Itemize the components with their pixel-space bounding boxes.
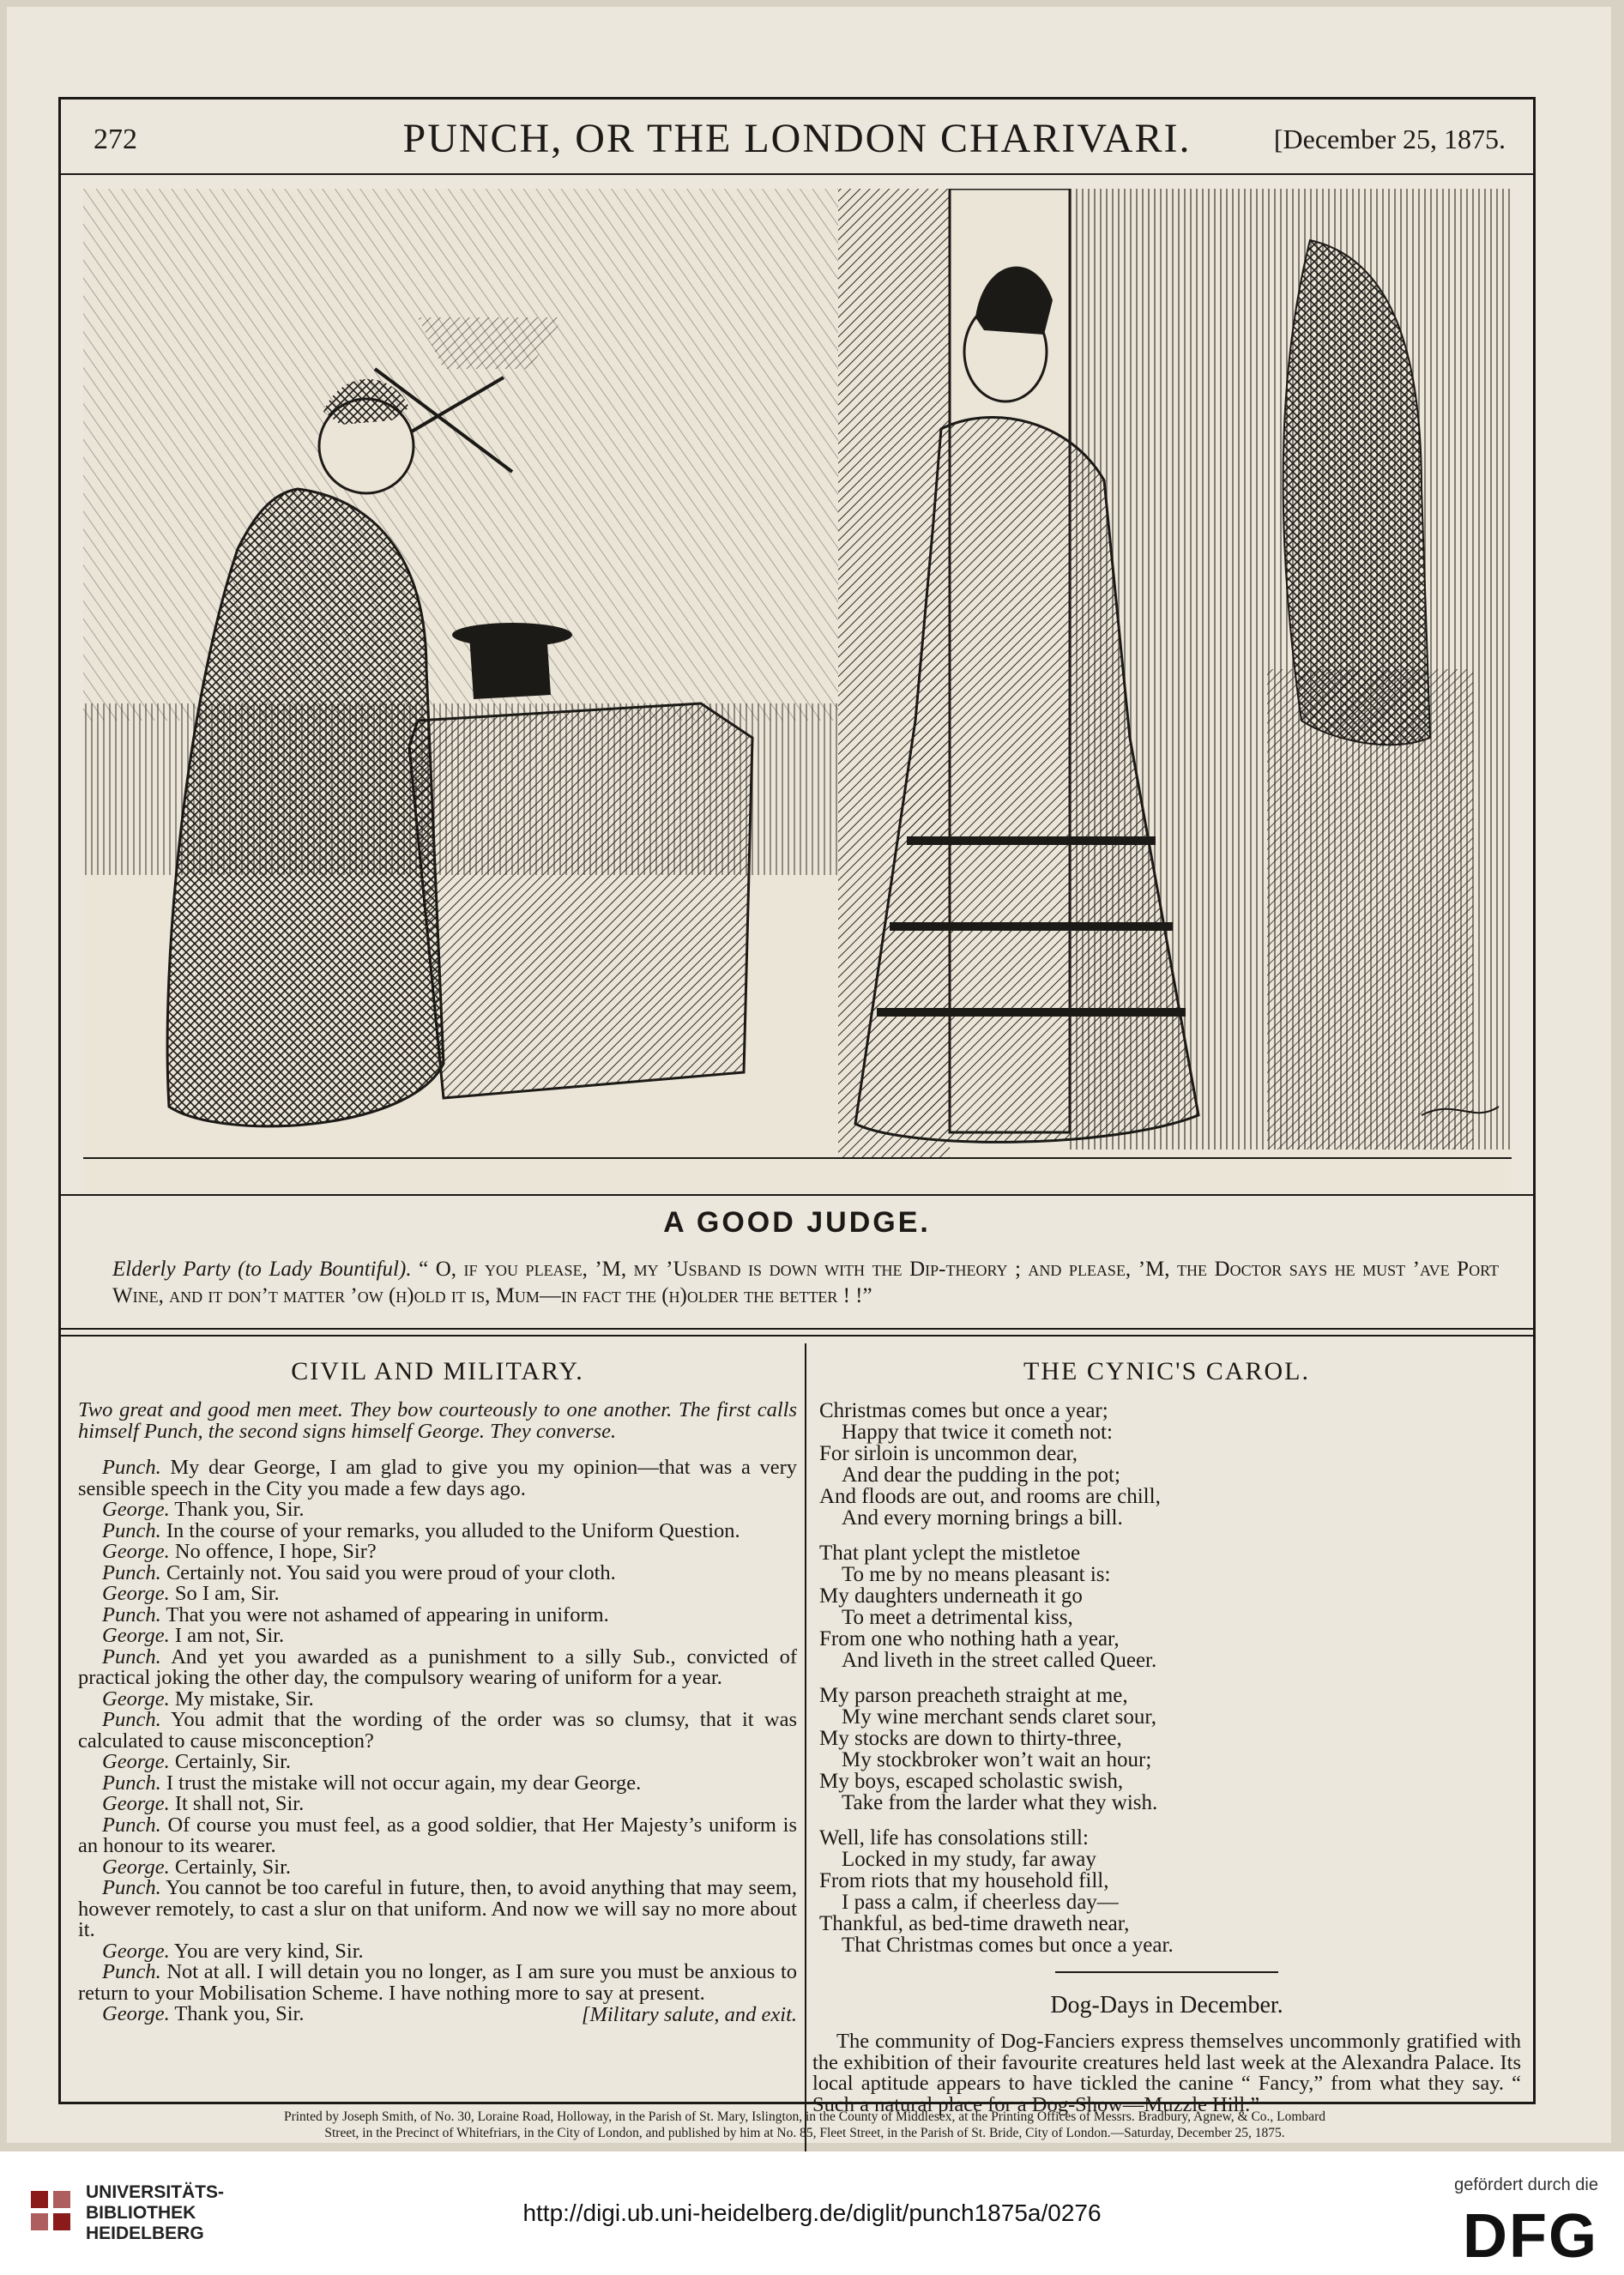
carol-stanza — [819, 1400, 1521, 1529]
dialogue-speaker: Punch. — [102, 1456, 161, 1479]
dialogue-line — [78, 1794, 797, 1815]
dialogue-line — [78, 1560, 797, 1584]
illustration-rule — [61, 1194, 1533, 1196]
imprint-line-2: Street, in the Precinct of Whitefriars, in the City of London, and published by him at No. 85, Fleet Street, in the Parish of St. Bride, City of London.—Saturday, December 25, 1875. — [324, 2126, 1285, 2140]
dialogue-speaker: Punch. — [102, 1771, 161, 1795]
dialogue-text: Certainly, Sir. — [174, 1855, 292, 1879]
dialogue-text: That you were not ashamed of appearing in uniform. — [166, 1602, 609, 1626]
dialogue-line — [78, 1602, 797, 1626]
dialogue-speaker: George. — [102, 1687, 170, 1711]
dialogue-line — [78, 1542, 797, 1563]
article-separator — [1055, 1971, 1278, 1973]
verse-line: And every morning brings a bill. — [842, 1506, 1123, 1530]
dialogue-speaker: George. — [102, 1750, 170, 1773]
caption-addressee: to Lady Bountiful — [245, 1258, 400, 1281]
column-divider — [805, 1343, 806, 2175]
dialogue-text: Certainly, Sir. — [174, 1750, 292, 1773]
page-header — [61, 115, 1533, 166]
verse-line: My wine merchant sends claret sour, — [842, 1705, 1156, 1729]
dialogue-speaker: George. — [102, 1540, 170, 1563]
verse-line: That Christmas comes but once a year. — [842, 1934, 1174, 1957]
dialogue-text: Certainly not. You said you were proud of your cloth. — [166, 1560, 616, 1584]
verse-line: My parson preacheth straight at me, — [819, 1684, 1128, 1707]
caption-speaker: Elderly Party — [112, 1258, 231, 1281]
dialogue-line — [78, 1518, 797, 1542]
verse-line: And dear the pudding in the pot; — [842, 1463, 1120, 1487]
stage-direction: [Military salute, and exit. — [581, 2002, 797, 2026]
verse-line: I pass a calm, if cheerless day— — [842, 1891, 1119, 1914]
dialogue-speaker: Punch. — [102, 1708, 161, 1731]
verse-line: From riots that my household fill, — [819, 1869, 1109, 1892]
civil-military-article — [78, 1357, 797, 2025]
carol-stanza — [819, 1542, 1521, 1671]
dialogue-speaker: George. — [102, 1792, 170, 1815]
issue-date: [December 25, 1875. — [1273, 124, 1506, 154]
dialogue-text: No offence, I hope, Sir? — [174, 1540, 377, 1563]
dialogue-speaker: George. — [102, 2002, 170, 2025]
dog-days-text: The community of Dog-Fanciers express themselves uncommonly gratified with the exhibition of their favourite creatures held last week at the Alexandra Palace. Its local aptitude appears to have tickled the canine “ Fancy,” from what they say. “ Such a natural place for a Dog-Show—Muzzle Hill.” — [812, 2030, 1521, 2116]
verse-line: Thankful, as bed-time draweth near, — [819, 1912, 1130, 1935]
dialogue-speaker: Punch. — [102, 1560, 161, 1584]
dialogue-line — [78, 1752, 797, 1773]
imprint-line-1: Printed by Joseph Smith, of No. 30, Loraine Road, Holloway, in the Parish of St. Mary, Islington, in the County of Middlesex, at the Printing Offices of Messrs. Bradbury, Agnew, & Co., Lombard — [283, 2109, 1326, 2124]
verse-line: Christmas comes but once a year; — [819, 1399, 1108, 1422]
dialogue-line — [78, 1644, 797, 1689]
cynic-carol-article — [812, 1357, 1521, 2115]
dialogue-speaker: Punch. — [102, 1602, 161, 1626]
verse-line: To meet a detrimental kiss, — [842, 1606, 1073, 1629]
verse-line: Well, life has consolations still: — [819, 1826, 1089, 1850]
header-rule — [61, 173, 1533, 175]
dog-days-title: Dog-Days in December. — [1050, 1992, 1283, 2019]
dialogue-line — [78, 1773, 797, 1795]
dialogue-line — [78, 1815, 797, 1857]
cartoon-illustration — [83, 189, 1512, 1192]
verse-line: My stocks are down to thirty-three, — [819, 1727, 1122, 1750]
dialogue-text: So I am, Sir. — [174, 1582, 280, 1605]
dialogue-line — [78, 1500, 797, 1521]
dialogue-text: My dear George, I am glad to give you my opinion—that was a very sensible speech in the City you made a few days ago. — [78, 1456, 797, 1500]
verse-line: That plant yclept the mistletoe — [819, 1542, 1081, 1565]
dialogue-text: You admit that the wording of the order was so clumsy, that it was calculated to cause misconception? — [78, 1708, 798, 1753]
dialogue-speaker: George. — [102, 1624, 170, 1647]
carol-verse — [812, 1400, 1521, 1956]
verse-line: Locked in my study, far away — [842, 1848, 1096, 1871]
dialogue-speaker: George. — [102, 1498, 170, 1521]
dialogue-line — [78, 1941, 797, 1963]
dialogue-line — [78, 1962, 797, 2004]
dialogue-text: My mistake, Sir. — [174, 1687, 314, 1711]
cynic-carol-title: THE CYNIC'S CAROL. — [1023, 1357, 1310, 1385]
dialogue-text: In the course of your remarks, you alluded to the Uniform Question. — [166, 1518, 740, 1542]
page-number: 272 — [94, 124, 137, 155]
page-scan — [7, 7, 1611, 2143]
dialogue-text: I trust the mistake will not occur again, my dear George. — [166, 1771, 642, 1795]
verse-line: My daughters underneath it go — [819, 1584, 1083, 1608]
verse-line: And floods are out, and rooms are chill, — [819, 1485, 1161, 1508]
dialogue-line — [78, 1857, 797, 1879]
verse-line: Take from the larder what they wish. — [842, 1791, 1158, 1814]
dialogue-speaker: Punch. — [102, 1960, 161, 1983]
caption-rule-1 — [61, 1328, 1533, 1330]
masthead: PUNCH, OR THE LONDON CHARIVARI. — [402, 116, 1192, 161]
dfg-logo[interactable]: DFG — [1463, 2202, 1598, 2271]
page-frame — [58, 97, 1536, 2116]
verse-line: My stockbroker won’t wait an hour; — [842, 1748, 1152, 1771]
dialogue-speaker: George. — [102, 1582, 170, 1605]
verse-line: My boys, escaped scholastic swish, — [819, 1770, 1124, 1793]
dialogue-text: And yet you awarded as a punishment to a silly Sub., convicted of practical joking the other day, the compulsory wearing of uniform for a year. — [78, 1644, 797, 1689]
dialogue-text: Thank you, Sir. — [174, 1498, 305, 1521]
dialogue-text: Of course you must feel, as a good soldier, that Her Majesty’s uniform is an honour to its wearer. — [78, 1813, 798, 1857]
verse-line: For sirloin is uncommon dear, — [819, 1442, 1078, 1465]
viewer-footer — [0, 2151, 1624, 2275]
carol-stanza — [819, 1827, 1521, 1956]
dialogue-text: Not at all. I will detain you no longer, as I am sure you must be anxious to return to your Mobilisation Scheme. I have nothing more to say at present. — [78, 1960, 798, 2005]
dialogue-speaker: George. — [102, 1855, 170, 1879]
dialogue-text: I am not, Sir. — [174, 1624, 285, 1647]
cartoon-title: A GOOD JUDGE. — [663, 1206, 931, 1239]
civil-military-intro: Two great and good men meet. They bow courteously to one another. The first calls himself Punch, the second signs himself George. They converse. — [78, 1398, 797, 1443]
dialogue-line — [78, 1710, 797, 1752]
dialogue-speaker: Punch. — [102, 1644, 161, 1669]
dialogue-speaker: Punch. — [102, 1876, 161, 1899]
carol-stanza — [819, 1685, 1521, 1813]
dialogue-text: Thank you, Sir. — [174, 2002, 305, 2025]
dialogue-speaker: Punch. — [102, 1813, 161, 1837]
cartoon-caption: Elderly Party (to Lady Bountiful). “ O, if you please, ’M, my ’Usband is down with the Dip-theory ; and please, ’M, the Doctor says he must ’ave Port Wine, and it don’t matter ’ow (h)old it is, Mum—in fact the (h)older the better ! !” — [112, 1258, 1499, 1307]
library-name[interactable]: UNIVERSITÄTS- BIBLIOTHEK HEIDELBERG — [86, 2182, 225, 2243]
dialogue-text: It shall not, Sir. — [174, 1792, 305, 1815]
dialogue-text: You are very kind, Sir. — [173, 1939, 364, 1963]
caption-rule-2 — [61, 1335, 1533, 1337]
verse-line: And liveth in the street called Queer. — [842, 1649, 1157, 1672]
caption-quote: “ O, if you please, ’M, my ’Usband is down with the Dip-theory ; and please, ’M, the Doctor says he must ’ave Port Wine, and it don’t matter ’ow (h)old it is, Mum—in fact the (h)older the better ! !” — [112, 1258, 1499, 1307]
dialogue — [78, 1457, 797, 2025]
verse-line: From one who nothing hath a year, — [819, 1627, 1120, 1650]
dialogue-line — [78, 1457, 797, 1500]
dialogue-line — [78, 1584, 797, 1605]
dialogue-line — [78, 1878, 797, 1941]
permalink-url[interactable]: http://digi.ub.uni-heidelberg.de/diglit/punch1875a/0276 — [522, 2200, 1102, 2226]
verse-line: To me by no means pleasant is: — [842, 1563, 1111, 1586]
dialogue-speaker: George. — [102, 1939, 170, 1963]
verse-line: Happy that twice it cometh not: — [842, 1421, 1113, 1444]
dialogue-line — [78, 1626, 797, 1647]
dialogue-text: You cannot be too careful in future, then, to avoid anything that may seem, however remotely, to cast a slur on that uniform. And now we will say no more about it. — [78, 1876, 797, 1941]
printer-imprint — [67, 2109, 1542, 2141]
funded-by-label: gefördert durch die — [1454, 2175, 1598, 2194]
civil-military-title: CIVIL AND MILITARY. — [291, 1357, 584, 1385]
dialogue-line — [78, 1689, 797, 1711]
dialogue-speaker: Punch. — [102, 1518, 161, 1542]
